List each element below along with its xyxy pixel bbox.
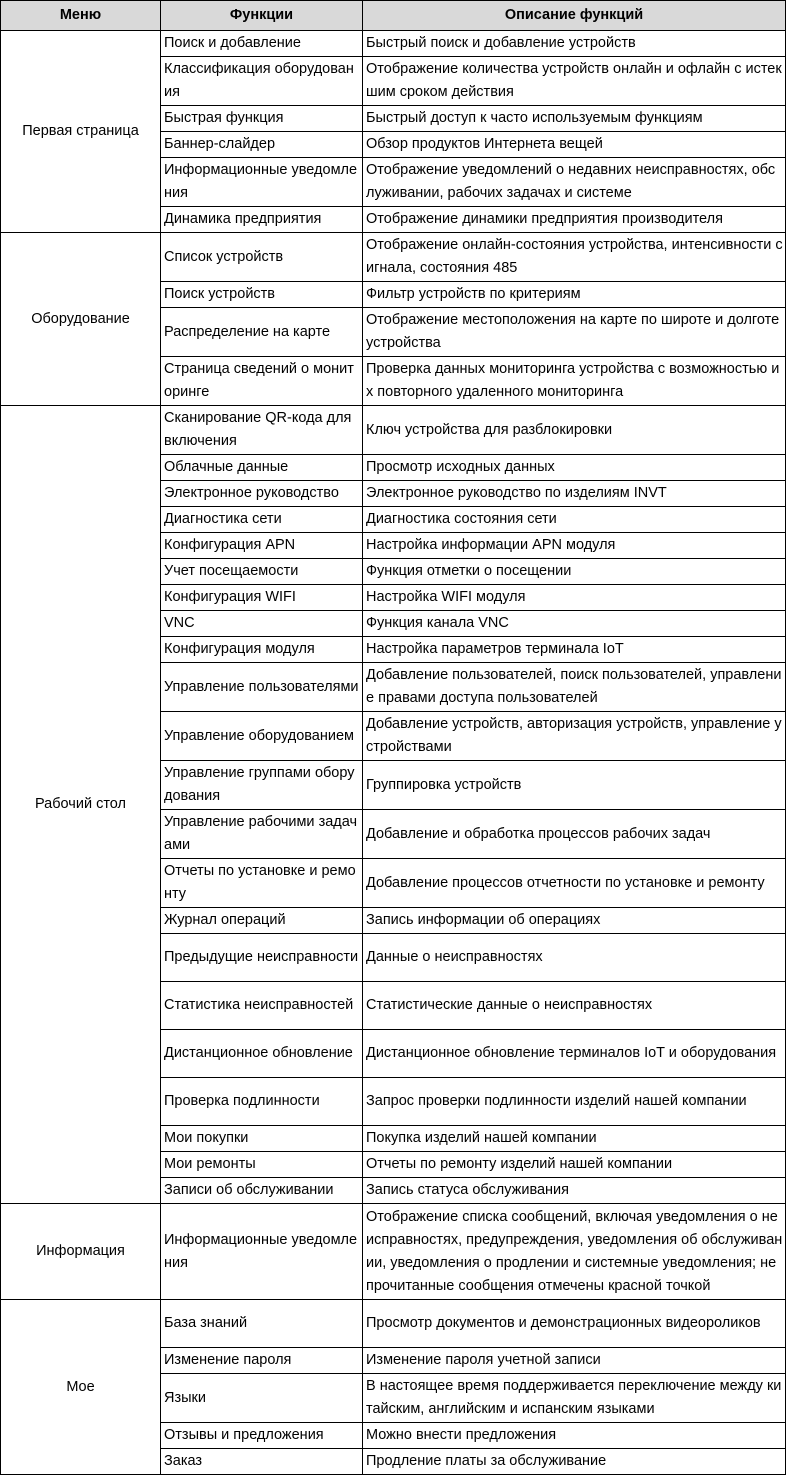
function-cell: Конфигурация APN bbox=[161, 533, 363, 559]
function-cell: База знаний bbox=[161, 1300, 363, 1348]
description-cell: Отображение местоположения на карте по широте и долготе устройства bbox=[363, 308, 786, 357]
function-cell: Дистанционное обновление bbox=[161, 1030, 363, 1078]
description-cell: Покупка изделий нашей компании bbox=[363, 1126, 786, 1152]
function-cell: Заказ bbox=[161, 1449, 363, 1475]
menu-cell: Мое bbox=[1, 1300, 161, 1475]
table-row bbox=[1, 1300, 786, 1348]
description-cell: Добавление устройств, авторизация устройств, управление устройствами bbox=[363, 712, 786, 761]
description-cell: Просмотр исходных данных bbox=[363, 455, 786, 481]
function-cell: Отзывы и предложения bbox=[161, 1423, 363, 1449]
header-menu: Меню bbox=[1, 1, 161, 31]
function-cell: Отчеты по установке и ремонту bbox=[161, 859, 363, 908]
table-row bbox=[1, 1204, 786, 1300]
description-cell: Отображение динамики предприятия производителя bbox=[363, 207, 786, 233]
description-cell: Функция отметки о посещении bbox=[363, 559, 786, 585]
description-cell: Отображение уведомлений о недавних неисправностях, обслуживании, рабочих задачах и системе bbox=[363, 158, 786, 207]
menu-cell: Оборудование bbox=[1, 233, 161, 406]
function-cell: Быстрая функция bbox=[161, 106, 363, 132]
function-cell: Управление пользователями bbox=[161, 663, 363, 712]
function-cell: Журнал операций bbox=[161, 908, 363, 934]
description-cell: Настройка параметров терминала IoT bbox=[363, 637, 786, 663]
header-functions: Функции bbox=[161, 1, 363, 31]
description-cell: Добавление пользователей, поиск пользователей, управление правами доступа пользователей bbox=[363, 663, 786, 712]
function-cell: Предыдущие неисправности bbox=[161, 934, 363, 982]
function-cell: Записи об обслуживании bbox=[161, 1178, 363, 1204]
description-cell: Быстрый поиск и добавление устройств bbox=[363, 31, 786, 57]
menu-cell: Информация bbox=[1, 1204, 161, 1300]
description-cell: Статистические данные о неисправностях bbox=[363, 982, 786, 1030]
table-row bbox=[1, 31, 786, 57]
description-cell: Функция канала VNC bbox=[363, 611, 786, 637]
menu-cell: Рабочий стол bbox=[1, 406, 161, 1204]
description-cell: Диагностика состояния сети bbox=[363, 507, 786, 533]
description-cell: В настоящее время поддерживается переключение между китайским, английским и испанским языками bbox=[363, 1374, 786, 1423]
description-cell: Добавление процессов отчетности по установке и ремонту bbox=[363, 859, 786, 908]
description-cell: Продление платы за обслуживание bbox=[363, 1449, 786, 1475]
description-cell: Изменение пароля учетной записи bbox=[363, 1348, 786, 1374]
function-cell: Управление рабочими задачами bbox=[161, 810, 363, 859]
description-cell: Дистанционное обновление терминалов IoT и оборудования bbox=[363, 1030, 786, 1078]
function-cell: Диагностика сети bbox=[161, 507, 363, 533]
function-cell: Информационные уведомления bbox=[161, 1204, 363, 1300]
description-cell: Быстрый доступ к часто используемым функциям bbox=[363, 106, 786, 132]
function-cell: Информационные уведомления bbox=[161, 158, 363, 207]
function-cell: Мои ремонты bbox=[161, 1152, 363, 1178]
description-cell: Обзор продуктов Интернета вещей bbox=[363, 132, 786, 158]
function-cell: Управление группами оборудования bbox=[161, 761, 363, 810]
function-cell: Мои покупки bbox=[161, 1126, 363, 1152]
function-cell: Конфигурация модуля bbox=[161, 637, 363, 663]
description-cell: Запрос проверки подлинности изделий нашей компании bbox=[363, 1078, 786, 1126]
description-cell: Фильтр устройств по критериям bbox=[363, 282, 786, 308]
function-cell: Распределение на карте bbox=[161, 308, 363, 357]
function-cell: Статистика неисправностей bbox=[161, 982, 363, 1030]
function-cell: Поиск устройств bbox=[161, 282, 363, 308]
description-cell: Электронное руководство по изделиям INVT bbox=[363, 481, 786, 507]
function-cell: Конфигурация WIFI bbox=[161, 585, 363, 611]
header-description: Описание функций bbox=[363, 1, 786, 31]
description-cell: Отчеты по ремонту изделий нашей компании bbox=[363, 1152, 786, 1178]
description-cell: Запись информации об операциях bbox=[363, 908, 786, 934]
function-cell: Изменение пароля bbox=[161, 1348, 363, 1374]
function-cell: Список устройств bbox=[161, 233, 363, 282]
function-cell: Управление оборудованием bbox=[161, 712, 363, 761]
function-cell: Облачные данные bbox=[161, 455, 363, 481]
description-cell: Отображение количества устройств онлайн и офлайн с истекшим сроком действия bbox=[363, 57, 786, 106]
function-cell: Динамика предприятия bbox=[161, 207, 363, 233]
function-cell: Сканирование QR-кода для включения bbox=[161, 406, 363, 455]
description-cell: Проверка данных мониторинга устройства с возможностью их повторного удаленного мониторинга bbox=[363, 357, 786, 406]
function-cell: Проверка подлинности bbox=[161, 1078, 363, 1126]
description-cell: Добавление и обработка процессов рабочих задач bbox=[363, 810, 786, 859]
description-cell: Настройка информации APN модуля bbox=[363, 533, 786, 559]
description-cell: Данные о неисправностях bbox=[363, 934, 786, 982]
header-row bbox=[1, 1, 786, 31]
function-cell: VNC bbox=[161, 611, 363, 637]
description-cell: Просмотр документов и демонстрационных видеороликов bbox=[363, 1300, 786, 1348]
function-cell: Поиск и добавление bbox=[161, 31, 363, 57]
description-cell: Запись статуса обслуживания bbox=[363, 1178, 786, 1204]
function-cell: Страница сведений о мониторинге bbox=[161, 357, 363, 406]
table-row bbox=[1, 406, 786, 455]
description-cell: Можно внести предложения bbox=[363, 1423, 786, 1449]
description-cell: Группировка устройств bbox=[363, 761, 786, 810]
function-cell: Электронное руководство bbox=[161, 481, 363, 507]
function-cell: Языки bbox=[161, 1374, 363, 1423]
description-cell: Отображение списка сообщений, включая уведомления о неисправностях, предупреждения, уведомления об обслуживании, уведомления о продлении и системные уведомления; непрочитанные сообщения отмечены красной точкой bbox=[363, 1204, 786, 1300]
function-cell: Баннер-слайдер bbox=[161, 132, 363, 158]
table-row bbox=[1, 233, 786, 282]
description-cell: Отображение онлайн-состояния устройства, интенсивности сигнала, состояния 485 bbox=[363, 233, 786, 282]
description-cell: Настройка WIFI модуля bbox=[363, 585, 786, 611]
function-cell: Классификация оборудования bbox=[161, 57, 363, 106]
description-cell: Ключ устройства для разблокировки bbox=[363, 406, 786, 455]
function-cell: Учет посещаемости bbox=[161, 559, 363, 585]
menu-cell: Первая страница bbox=[1, 31, 161, 233]
